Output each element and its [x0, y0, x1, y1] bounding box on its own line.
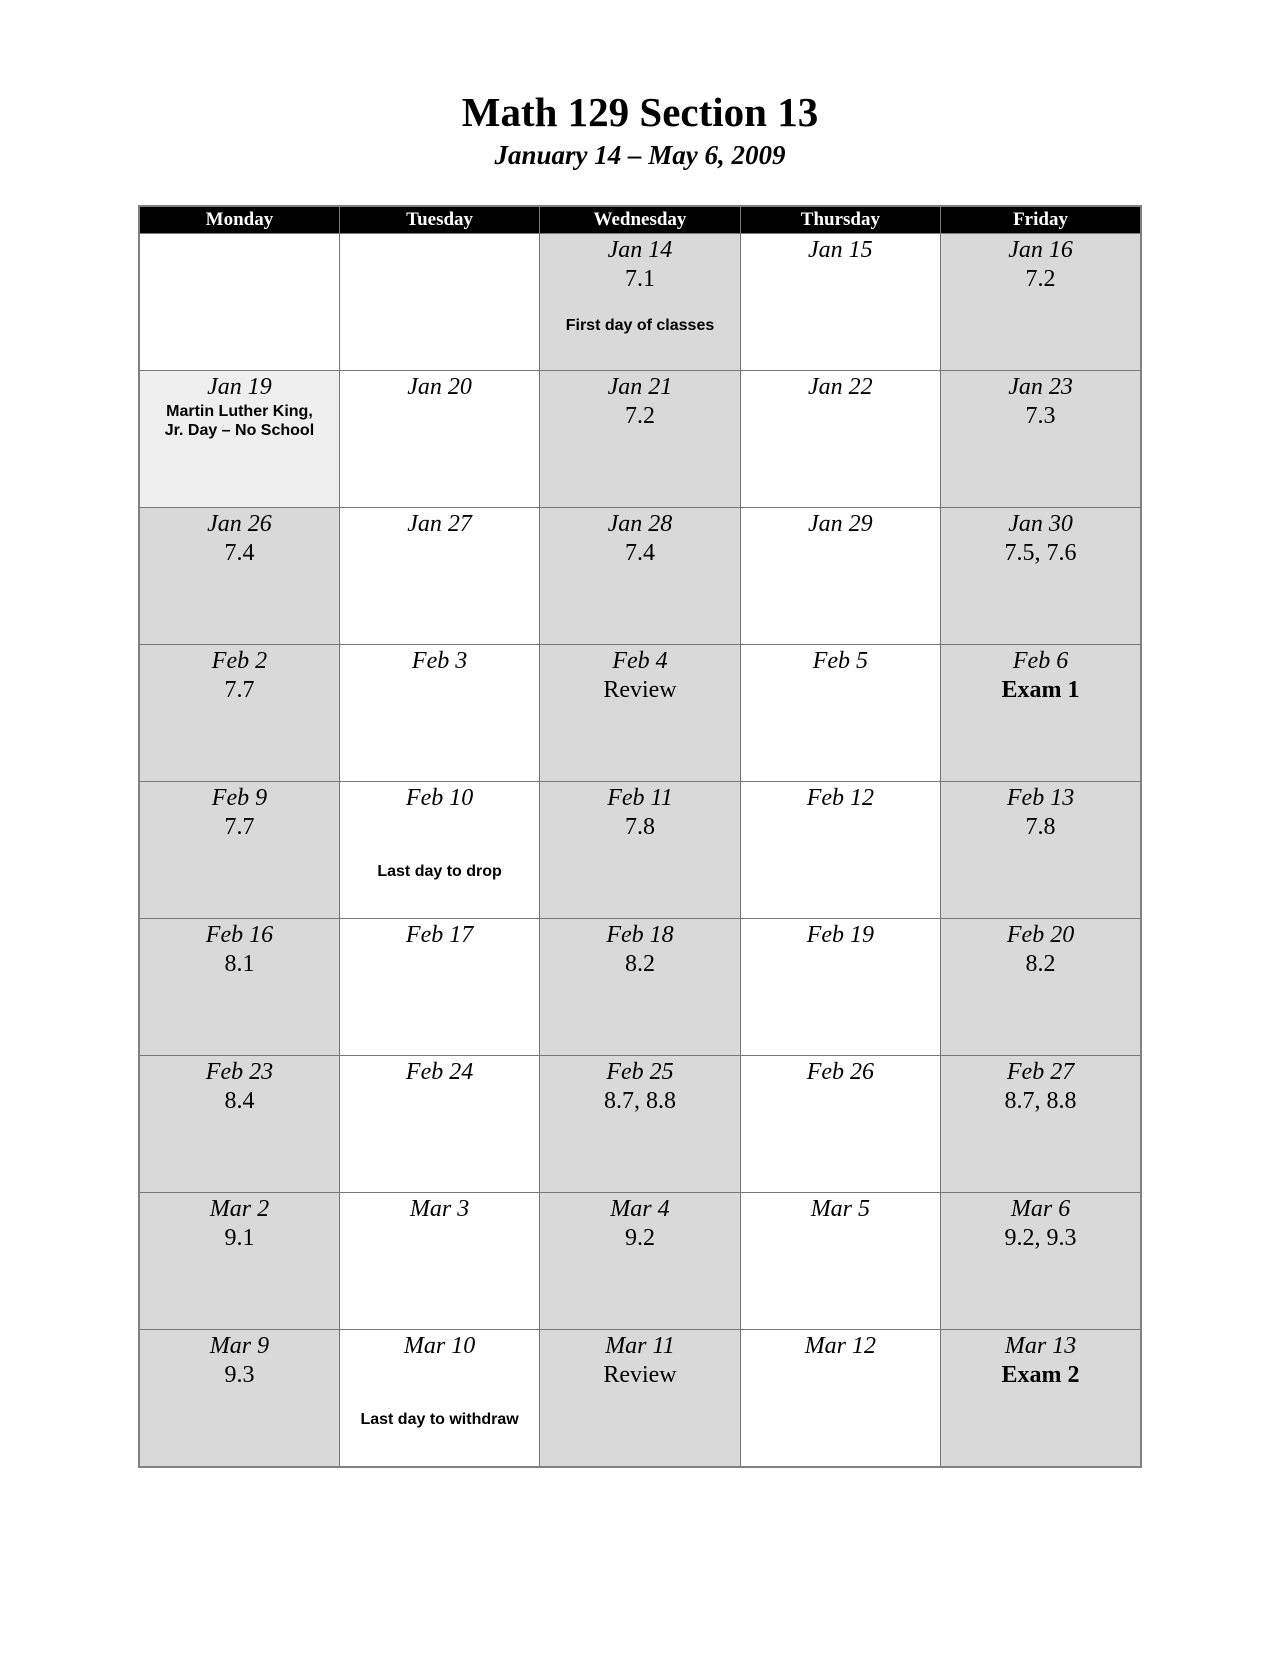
day-cell	[339, 782, 539, 919]
day-cell	[339, 508, 539, 645]
day-section: 7.4	[624, 540, 655, 566]
day-date: Jan 21	[607, 374, 673, 400]
day-date: Feb 9	[211, 785, 268, 811]
day-note: Last day to drop	[377, 863, 502, 880]
day-date: Jan 26	[207, 511, 272, 537]
day-date: Mar 6	[1010, 1196, 1071, 1222]
day-cell	[339, 919, 539, 1056]
week-row	[139, 1056, 1141, 1193]
day-date: Jan 15	[808, 237, 873, 263]
day-date: Feb 10	[405, 785, 474, 811]
day-date: Feb 6	[1012, 648, 1069, 674]
day-cell	[139, 234, 339, 371]
holiday-note: Martin Luther King, Jr. Day – No School	[164, 403, 315, 439]
day-cell	[139, 782, 339, 919]
day-cell	[139, 371, 339, 508]
day-cell	[339, 1193, 539, 1330]
day-cell	[740, 1193, 940, 1330]
weekday-header-thursday: Thursday	[740, 206, 940, 234]
day-section: 7.4	[224, 540, 255, 566]
day-date: Feb 2	[211, 648, 268, 674]
weekday-header-monday: Monday	[139, 206, 339, 234]
day-section: 8.1	[224, 951, 255, 977]
day-date: Mar 11	[605, 1333, 675, 1359]
day-date: Feb 4	[612, 648, 668, 674]
day-cell	[740, 645, 940, 782]
day-section: 7.5, 7.6	[1004, 540, 1077, 566]
day-cell	[139, 645, 339, 782]
day-cell	[339, 645, 539, 782]
day-section: 7.1	[624, 266, 655, 292]
day-date: Mar 2	[209, 1196, 270, 1222]
day-date: Feb 5	[812, 648, 869, 674]
day-cell	[139, 1330, 339, 1468]
day-section: 9.3	[224, 1362, 255, 1388]
day-date: Jan 20	[407, 374, 472, 400]
day-section: Review	[603, 1362, 677, 1388]
week-row	[139, 234, 1141, 371]
day-cell	[941, 919, 1141, 1056]
day-section: 7.2	[1025, 266, 1056, 292]
day-date: Mar 12	[804, 1333, 877, 1359]
week-row	[139, 1193, 1141, 1330]
week-row	[139, 782, 1141, 919]
day-section: 8.2	[624, 951, 655, 977]
day-cell	[540, 371, 740, 508]
day-cell	[540, 645, 740, 782]
exam-label: Exam 1	[1001, 677, 1080, 703]
schedule-calendar	[138, 205, 1142, 1468]
day-cell	[941, 782, 1141, 919]
day-date: Feb 26	[806, 1059, 875, 1085]
day-date: Feb 12	[806, 785, 875, 811]
day-cell	[540, 234, 740, 371]
week-row	[139, 371, 1141, 508]
day-date: Jan 23	[1008, 374, 1073, 400]
day-cell	[540, 919, 740, 1056]
day-section: 8.2	[1025, 951, 1056, 977]
day-date: Feb 18	[606, 922, 674, 948]
day-cell	[941, 1056, 1141, 1193]
day-date: Jan 27	[407, 511, 472, 537]
day-cell	[339, 1330, 539, 1468]
day-date: Mar 3	[409, 1196, 470, 1222]
day-date: Feb 3	[411, 648, 468, 674]
day-cell	[740, 1056, 940, 1193]
day-section: 7.7	[224, 814, 255, 840]
weekday-header-row	[139, 206, 1141, 234]
weekday-header-friday: Friday	[941, 206, 1141, 234]
day-date: Jan 30	[1008, 511, 1073, 537]
day-section: 9.2	[624, 1225, 655, 1251]
exam-label: Exam 2	[1001, 1362, 1080, 1388]
day-cell	[339, 371, 539, 508]
day-date: Jan 19	[207, 374, 272, 400]
day-cell	[540, 1193, 740, 1330]
day-date: Feb 27	[1006, 1059, 1075, 1085]
day-section: 9.1	[224, 1225, 255, 1251]
day-section: 7.8	[1025, 814, 1056, 840]
week-row	[139, 508, 1141, 645]
day-date: Feb 13	[1006, 785, 1075, 811]
page-title: Math 129 Section 13	[461, 89, 819, 135]
day-date: Mar 4	[610, 1196, 670, 1222]
date-range-subtitle: January 14 – May 6, 2009	[494, 140, 786, 170]
day-cell	[139, 919, 339, 1056]
day-date: Feb 16	[205, 922, 274, 948]
day-cell	[740, 782, 940, 919]
day-date: Mar 13	[1004, 1333, 1077, 1359]
day-cell	[139, 1056, 339, 1193]
day-cell	[740, 234, 940, 371]
day-cell	[139, 1193, 339, 1330]
day-cell	[540, 782, 740, 919]
day-date: Feb 24	[405, 1059, 474, 1085]
day-cell	[941, 508, 1141, 645]
day-cell	[941, 234, 1141, 371]
day-section: 9.2, 9.3	[1004, 1225, 1077, 1251]
day-date: Jan 16	[1008, 237, 1073, 263]
day-cell	[540, 508, 740, 645]
day-cell	[740, 1330, 940, 1468]
weekday-header-wednesday: Wednesday	[540, 206, 740, 234]
day-section: 8.4	[224, 1088, 255, 1114]
day-cell	[339, 234, 539, 371]
day-date: Jan 28	[607, 511, 673, 537]
week-row	[139, 645, 1141, 782]
day-cell	[740, 508, 940, 645]
day-section: 7.2	[624, 403, 655, 429]
day-cell	[139, 508, 339, 645]
day-date: Feb 19	[806, 922, 875, 948]
day-cell	[740, 371, 940, 508]
day-cell	[941, 371, 1141, 508]
day-date: Feb 17	[405, 922, 474, 948]
day-date: Mar 9	[209, 1333, 270, 1359]
day-section: Review	[603, 677, 677, 703]
day-section: 7.7	[224, 677, 255, 703]
day-cell	[540, 1056, 740, 1193]
week-row	[139, 919, 1141, 1056]
day-section: 7.8	[624, 814, 655, 840]
day-date: Mar 5	[810, 1196, 871, 1222]
day-cell	[740, 919, 940, 1056]
day-cell	[941, 1193, 1141, 1330]
day-section: 8.7, 8.8	[603, 1088, 676, 1114]
day-section: 7.3	[1025, 403, 1056, 429]
day-cell	[540, 1330, 740, 1468]
day-date: Jan 14	[607, 237, 673, 263]
day-note: Last day to withdraw	[360, 1411, 519, 1428]
day-section: 8.7, 8.8	[1004, 1088, 1077, 1114]
day-date: Feb 20	[1006, 922, 1075, 948]
day-cell	[339, 1056, 539, 1193]
weekday-header-tuesday: Tuesday	[339, 206, 539, 234]
day-date: Feb 11	[607, 785, 673, 811]
week-row	[139, 1330, 1141, 1468]
day-date: Mar 10	[403, 1333, 476, 1359]
day-date: Jan 29	[808, 511, 873, 537]
day-note: First day of classes	[565, 317, 715, 334]
day-cell	[941, 645, 1141, 782]
day-date: Jan 22	[808, 374, 873, 400]
day-cell	[941, 1330, 1141, 1468]
day-date: Feb 25	[606, 1059, 674, 1085]
day-date: Feb 23	[205, 1059, 274, 1085]
